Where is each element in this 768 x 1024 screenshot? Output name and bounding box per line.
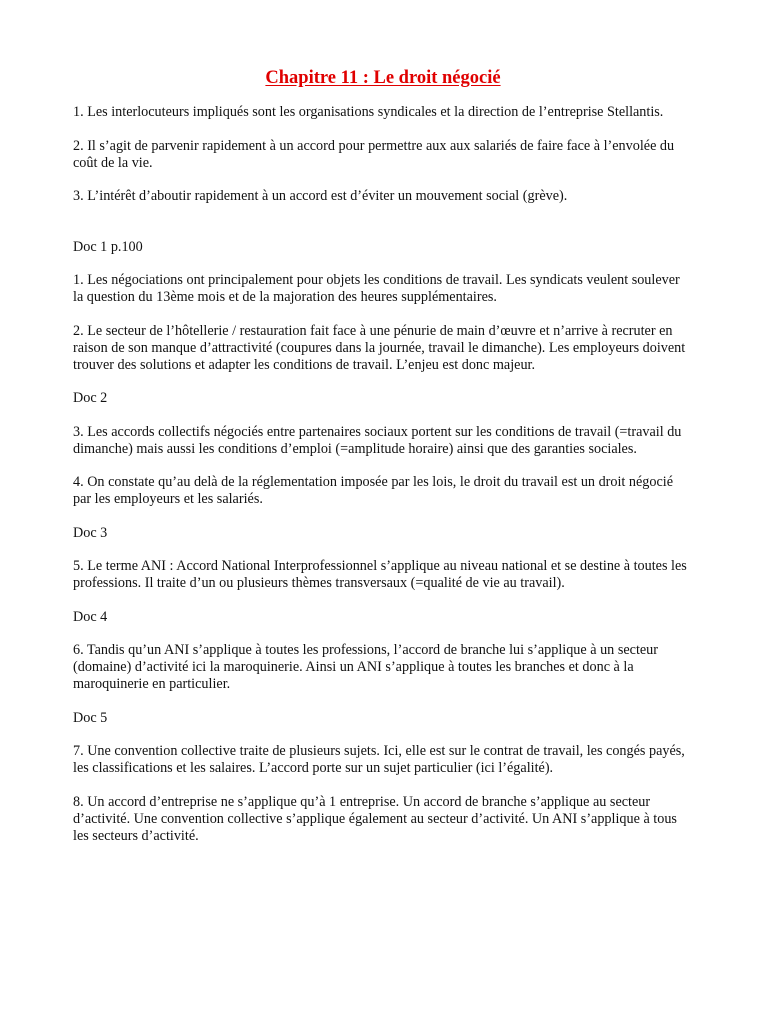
section-doc4 <box>73 609 693 694</box>
section-paragraph: 3. Les accords collectifs négociés entre partenaires sociaux portent sur les conditions de travail (=travail du dimanche) mais aussi les conditions d’emploi (=amplitude horaire) ainsi que des garanties sociales. <box>73 423 682 457</box>
section-doc1 <box>73 239 693 374</box>
intro-paragraph-2: 2. Il s’agit de parvenir rapidement à un accord pour permettre aux aux salariés de faire face à l’envolée du coût de la vie. <box>73 137 675 171</box>
section-heading: Doc 1 p.100 <box>73 238 143 255</box>
section-doc3 <box>73 525 693 593</box>
section-paragraph: 6. Tandis qu’un ANI s’applique à toutes les professions, l’accord de branche lui s’applique à un secteur (domaine) d’activité ici la maroquinerie. Ainsi un ANI s’applique à toutes les branches et donc à la maroquinerie en particulier. <box>73 642 658 692</box>
section-paragraph: 1. Les négociations ont principalement pour objets les conditions de travail. Les syndicats veulent soulever la question du 13ème mois et de la majoration des heures supplémentaires. <box>73 272 680 305</box>
section-heading: Doc 5 <box>73 709 108 726</box>
intro-paragraph-1: 1. Les interlocuteurs impliqués sont les organisations syndicales et la direction de l’entreprise Stellantis. <box>73 104 664 120</box>
section-paragraph: 8. Un accord d’entreprise ne s’applique qu’à 1 entreprise. Un accord de branche s’applique au secteur d’activité. Une convention collective s’applique également au secteur d’activité. Un ANI s’applique à tous les secteurs d’activité. <box>73 793 677 844</box>
section-doc2 <box>73 390 693 508</box>
section-heading: Doc 2 <box>73 390 108 406</box>
intro-paragraph-3: 3. L’intérêt d’aboutir rapidement à un accord est d’éviter un mouvement social (grève). <box>73 188 568 204</box>
section-spacer <box>73 222 693 239</box>
page-title: Chapitre 11 : Le droit négocié <box>265 68 501 88</box>
section-paragraph: 2. Le secteur de l’hôtellerie / restauration fait face à une pénurie de main d’œuvre et n’arrive à recruter en raison de son manque d’attractivité (coupures dans la journée, travail le dimanche). Les employeurs doivent trouver des solutions et adapter les conditions de travail. L’enjeu est donc majeur. <box>73 322 686 373</box>
section-paragraph: 7. Une convention collective traite de plusieurs sujets. Ici, elle est sur le contrat de travail, les congés payés, les classifications et les salaires. L’accord porte sur un sujet particulier (ici l’égalité). <box>73 743 685 776</box>
section-doc5 <box>73 710 693 845</box>
section-heading: Doc 3 <box>73 524 108 541</box>
section-paragraph: 4. On constate qu’au delà de la réglementation imposée par les lois, le droit du travail est un droit négocié par les employeurs et les salariés. <box>73 474 674 507</box>
document-page <box>73 66 693 861</box>
intro-section <box>73 104 693 205</box>
section-heading: Doc 4 <box>73 608 108 625</box>
section-paragraph: 5. Le terme ANI : Accord National Interprofessionnel s’applique au niveau national et se destine à toutes les professions. Il traite d’un ou plusieurs thèmes transversaux (=qualité de vie au travail). <box>73 558 687 591</box>
